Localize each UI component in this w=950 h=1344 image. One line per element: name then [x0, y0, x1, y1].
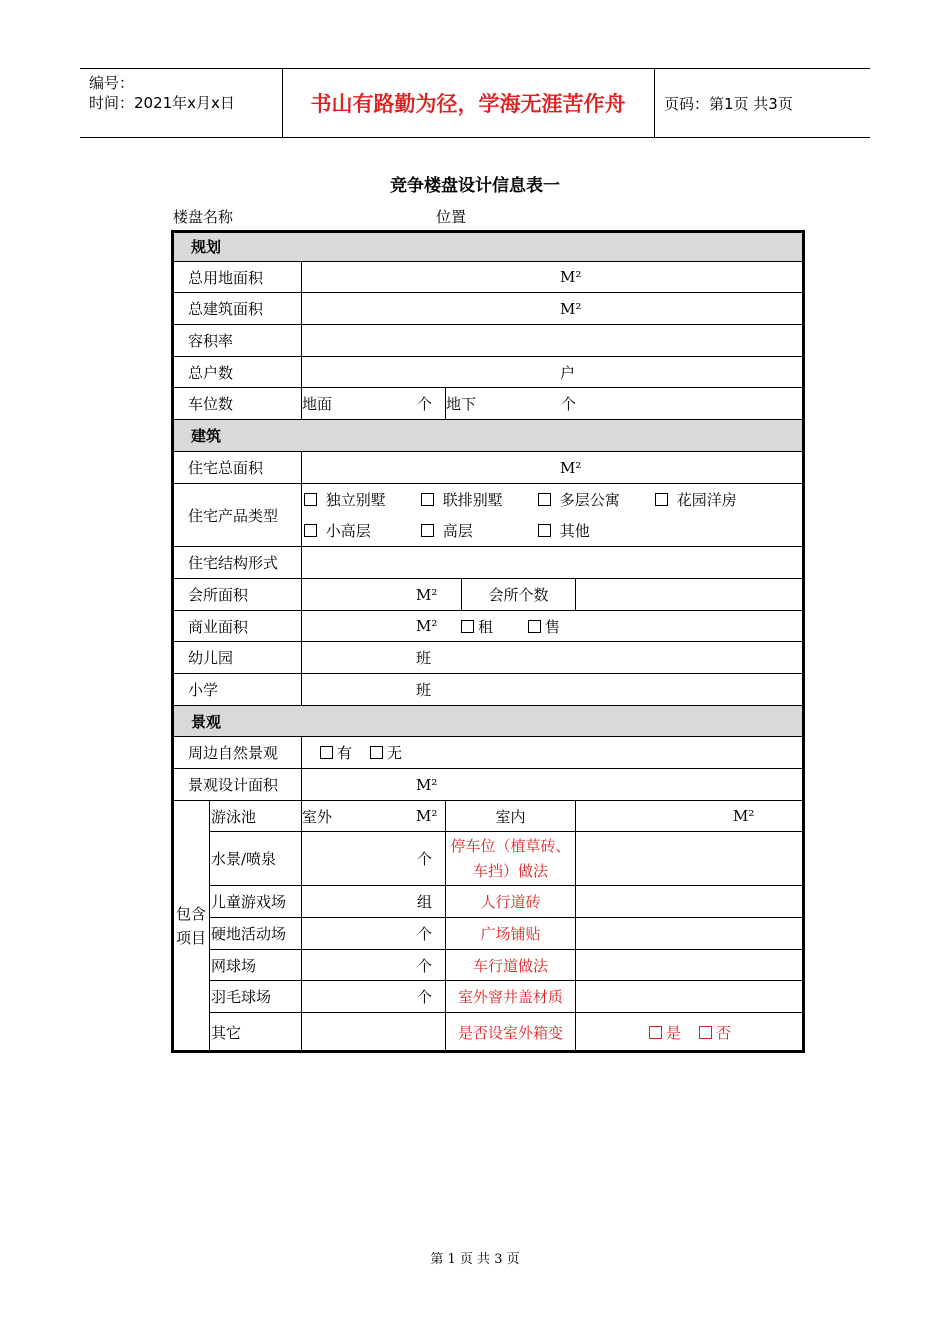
checkbox-icon — [528, 620, 541, 633]
grid-hline — [173, 673, 803, 674]
property-name-label: 楼盘名称 — [173, 208, 234, 226]
checkbox-icon — [649, 1026, 662, 1039]
checkbox-icon — [320, 746, 333, 759]
households-label: 总户数 — [188, 363, 234, 382]
grid-vline — [575, 578, 576, 610]
grid-hline — [173, 736, 803, 737]
ground-parking-unit: 个 — [417, 395, 433, 413]
playground-label: 儿童游戏场 — [211, 893, 287, 911]
grid-vline — [445, 800, 446, 1051]
grid-hline — [209, 885, 803, 886]
checkbox-substation-yes[interactable] — [649, 1013, 693, 1051]
ground-parking-label: 地面 — [302, 395, 333, 413]
checkbox-garden-house[interactable] — [655, 484, 775, 515]
checkbox-substation-no[interactable] — [699, 1013, 743, 1051]
sale-label: 售 — [545, 617, 561, 636]
club-count-label: 会所个数 — [488, 586, 549, 604]
includes-label: 包含项目 — [175, 905, 206, 947]
grid-hline — [173, 451, 803, 452]
playground-unit: 组 — [417, 893, 433, 911]
product-type-label: 住宅产品类型 — [188, 506, 279, 525]
pool-indoor-label: 室内 — [495, 807, 526, 826]
checkbox-icon — [699, 1026, 712, 1039]
grid-hline — [173, 419, 803, 420]
location-label: 位置 — [436, 208, 467, 226]
checkbox-townhouse[interactable] — [421, 484, 541, 515]
type-label: 小高层 — [325, 522, 371, 540]
kindergarten-unit: 班 — [416, 649, 432, 667]
document-header — [80, 68, 870, 138]
kindergarten-label: 幼儿园 — [188, 649, 234, 667]
commercial-area-label: 商业面积 — [188, 617, 249, 636]
grid-hline — [173, 324, 803, 325]
checkbox-icon — [655, 493, 668, 506]
grid-vline — [301, 451, 302, 705]
page-indicator: 页码：第1页 共3页 — [664, 94, 793, 113]
header-divider — [654, 69, 655, 137]
checkbox-detached-villa[interactable] — [304, 484, 424, 515]
section-architecture: 建筑 — [173, 420, 803, 451]
grid-vline — [301, 736, 302, 800]
grid-hline — [173, 261, 803, 262]
pool-indoor-unit: M² — [733, 807, 755, 825]
grid-hline — [173, 292, 803, 293]
substation-no-label: 否 — [716, 1023, 732, 1042]
checkbox-yes-natural[interactable] — [320, 737, 366, 768]
grid-hline — [173, 705, 803, 706]
landscape-design-area-label: 景观设计面积 — [188, 776, 279, 794]
header-meta — [89, 73, 235, 113]
pool-label: 游泳池 — [211, 807, 257, 826]
grid-hline — [171, 230, 805, 233]
driveway-method-label: 车行道做法 — [472, 956, 548, 975]
tennis-court-label: 网球场 — [211, 956, 257, 975]
yes-label: 有 — [337, 744, 353, 762]
checkbox-icon — [461, 620, 474, 633]
checkbox-icon — [304, 524, 317, 537]
number-label: 编号： — [89, 74, 135, 92]
club-area-label: 会所面积 — [188, 586, 249, 604]
checkbox-icon — [538, 493, 551, 506]
grid-hline — [209, 949, 803, 950]
checkbox-sale[interactable] — [528, 611, 578, 641]
grid-hline — [173, 578, 803, 579]
grid-vline — [301, 261, 302, 419]
checkbox-other[interactable] — [538, 515, 658, 546]
grid-hline — [171, 1050, 805, 1053]
sidewalk-label: 人行道砖 — [480, 893, 541, 911]
grid-hline — [173, 800, 803, 801]
club-area-unit: M² — [416, 585, 438, 604]
type-label: 联排别墅 — [442, 491, 503, 509]
checkbox-high-rise[interactable] — [421, 515, 541, 546]
no-label: 无 — [387, 744, 403, 762]
commercial-area-unit: M² — [416, 617, 438, 635]
households-unit: 户 — [560, 363, 576, 382]
header-motto: 书山有路勤为径，学海无涯苦作舟 — [310, 92, 626, 116]
parking-method-label: 停车位（植草砖、车挡）做法 — [450, 836, 571, 880]
grid-hline — [209, 980, 803, 981]
underground-parking-unit: 个 — [561, 395, 577, 413]
residential-area-unit: M² — [560, 458, 582, 477]
checkbox-multistory-apartment[interactable] — [538, 484, 658, 515]
residential-area-label: 住宅总面积 — [188, 459, 264, 477]
type-label: 多层公寓 — [559, 491, 620, 509]
grid-vline — [575, 800, 576, 1051]
grid-hline — [173, 641, 803, 642]
grid-hline — [209, 1012, 803, 1013]
type-label: 花园洋房 — [676, 491, 737, 509]
badminton-court-unit: 个 — [417, 988, 433, 1006]
checkbox-mid-rise[interactable] — [304, 515, 424, 546]
natural-landscape-label: 周边自然景观 — [188, 744, 279, 762]
landscape-design-area-unit: M² — [416, 775, 438, 794]
checkbox-icon — [370, 746, 383, 759]
build-area-unit: M² — [560, 299, 582, 318]
underground-parking-label: 地下 — [446, 395, 477, 413]
type-label: 其他 — [559, 522, 590, 540]
far-label: 容积率 — [188, 332, 234, 350]
checkbox-icon — [538, 524, 551, 537]
substation-yes-label: 是 — [666, 1023, 682, 1042]
type-label: 高层 — [442, 522, 473, 540]
grid-hline — [209, 831, 803, 832]
page-title: 竞争楼盘设计信息表一 — [390, 176, 560, 196]
parking-label: 车位数 — [188, 395, 234, 413]
water-feature-unit: 个 — [417, 850, 433, 868]
date-label: 时间：2021年x月x日 — [89, 94, 235, 112]
grid-vline — [445, 387, 446, 419]
page-footer: 第 1 页 共 3 页 — [430, 1252, 520, 1267]
pool-outdoor-unit: M² — [416, 807, 438, 825]
section-landscape: 景观 — [173, 706, 803, 736]
checkbox-icon — [421, 524, 434, 537]
structure-label: 住宅结构形式 — [188, 554, 279, 572]
checkbox-icon — [304, 493, 317, 506]
rent-label: 租 — [478, 617, 494, 636]
grid-vline — [209, 800, 210, 1051]
build-area-label: 总建筑面积 — [188, 300, 264, 318]
tennis-court-unit: 个 — [417, 956, 433, 975]
other-label: 其它 — [211, 1023, 242, 1042]
pool-outdoor-label: 室外 — [302, 807, 333, 826]
grid-hline — [173, 387, 803, 388]
grid-hline — [173, 356, 803, 357]
land-area-unit: M² — [560, 268, 582, 286]
plaza-paving-label: 广场铺贴 — [480, 925, 541, 943]
primary-school-label: 小学 — [188, 681, 219, 699]
grid-hline — [173, 546, 803, 547]
checkbox-no-natural[interactable] — [370, 737, 416, 768]
grid-hline — [173, 610, 803, 611]
grid-hline — [209, 917, 803, 918]
grid-hline — [173, 768, 803, 769]
grid-hline — [173, 483, 803, 484]
section-planning: 规划 — [173, 232, 803, 261]
land-area-label: 总用地面积 — [188, 268, 264, 287]
hard-court-unit: 个 — [417, 925, 433, 943]
grid-vline — [301, 800, 302, 1051]
checkbox-icon — [421, 493, 434, 506]
grid-vline — [461, 578, 462, 610]
substation-label: 是否设室外箱变 — [457, 1023, 563, 1042]
manhole-material-label: 室外窨井盖材质 — [457, 988, 563, 1006]
hard-court-label: 硬地活动场 — [211, 925, 287, 943]
type-label: 独立别墅 — [325, 491, 386, 509]
primary-school-unit: 班 — [416, 681, 432, 699]
checkbox-rent[interactable] — [461, 611, 511, 641]
badminton-court-label: 羽毛球场 — [211, 988, 272, 1006]
water-feature-label: 水景/喷泉 — [211, 850, 277, 868]
